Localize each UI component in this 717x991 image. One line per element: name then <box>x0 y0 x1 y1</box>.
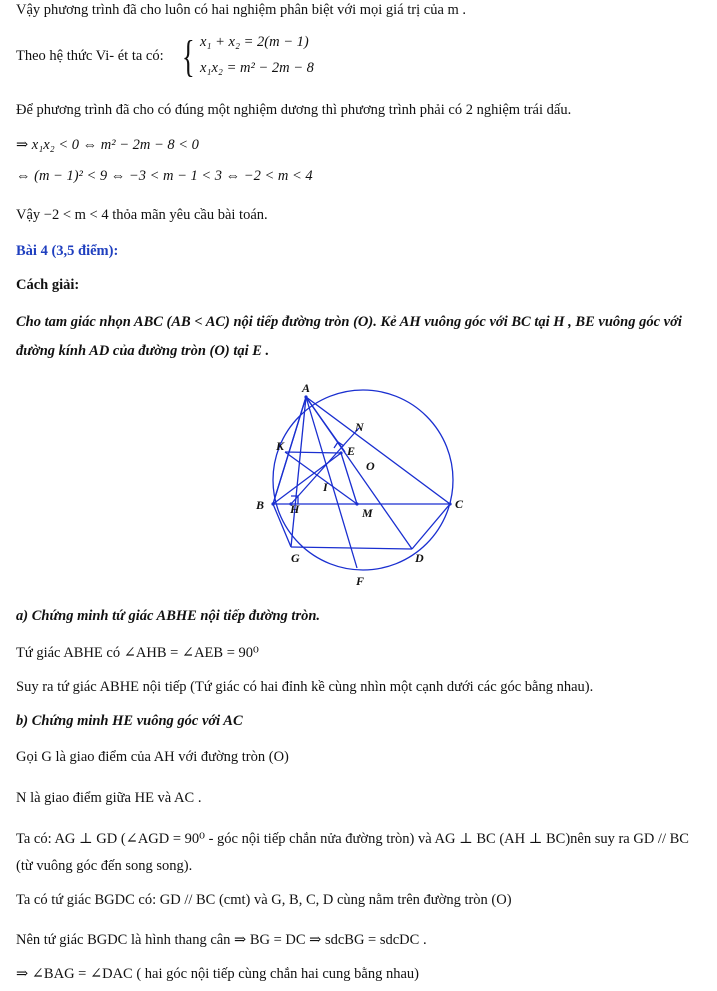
math-line-product-negative: ⇒ x₁x₂ < 0 ⇔ m² − 2m − 8 < 0 <box>16 137 199 153</box>
segment-ae <box>306 397 345 452</box>
segment-em <box>341 453 357 504</box>
heading-cach-giai: Cách giải: <box>16 277 80 293</box>
part-a-heading: a) Chứng minh tứ giác ABHE nội tiếp đường tròn. <box>16 608 321 624</box>
label-n: N <box>355 420 364 434</box>
geometry-figure <box>240 375 470 590</box>
vieta-row-sum: x₁ + x₂ = 2(m − 1) <box>200 34 309 50</box>
label-h: H <box>290 502 300 516</box>
part-a-line1: Tứ giác ABHE có ∠AHB = ∠AEB = 90⁰ <box>16 645 259 661</box>
label-e: E <box>347 444 356 458</box>
part-b-line2: N là giao điểm giữa HE và AC . <box>16 790 202 806</box>
part-b-line6: ⇒ ∠BAG = ∠DAC ( hai góc nội tiếp cùng chắn hai cung bằng nhau) <box>16 966 420 982</box>
segment-cd <box>412 504 450 549</box>
part-b-heading: b) Chứng minh HE vuông góc với AC <box>16 713 243 729</box>
vieta-row-product: x₁x₂ = m² − 2m − 8 <box>200 60 314 76</box>
label-g: G <box>291 551 300 565</box>
label-i: I <box>323 480 328 494</box>
label-o: O <box>366 459 375 473</box>
label-b: B <box>256 498 265 512</box>
segment-af <box>306 397 357 568</box>
problem-statement: Cho tam giác nhọn ABC (AB < AC) nội tiếp đường tròn (O). Kẻ AH vuông góc với BC tại H , BE vuông góc với đường kính AD của đường tròn (O) tại E . <box>16 314 682 359</box>
section-heading-bai4: Bài 4 (3,5 điểm): <box>16 243 119 259</box>
text-line-conclusion-distinct-roots: Vậy phương trình đã cho luôn có hai nghiệm phân biệt với mọi giá trị của m . <box>16 2 467 18</box>
brace-symbol: { <box>182 32 195 81</box>
label-k: K <box>276 439 285 453</box>
vieta-label: Theo hệ thức Vi- ét ta có: <box>16 48 164 64</box>
label-m: M <box>362 506 373 520</box>
part-b-line5: Nên tứ giác BGDC là hình thang cân ⇒ BG = DC ⇒ sdcBG = sdcDC . <box>16 932 427 948</box>
math-line-inequality-chain: ⇔ (m − 1)² < 9 ⇔ −3 < m − 1 < 3 ⇔ −2 < m < 4 <box>16 168 313 184</box>
label-f: F <box>356 574 365 588</box>
segment-bg <box>273 504 291 547</box>
label-a: A <box>302 381 311 395</box>
part-a-line2: Suy ra tứ giác ABHE nội tiếp (Tứ giác có hai đỉnh kề cùng nhìn một cạnh dưới các góc bằng nhau). <box>16 679 594 695</box>
part-b-line1: Gọi G là giao điểm của AH với đường tròn (O) <box>16 749 289 765</box>
text-line-condition: Để phương trình đã cho có đúng một nghiệm dương thì phương trình phải có 2 nghiệm trái dấu. <box>16 102 572 118</box>
text-line-answer: Vậy −2 < m < 4 thỏa mãn yêu cầu bài toán. <box>16 207 268 223</box>
label-c: C <box>455 497 464 511</box>
segment-ke <box>285 452 341 453</box>
label-d: D <box>415 551 424 565</box>
part-b-line4: Ta có tứ giác BGDC có: GD // BC (cmt) và G, B, C, D cùng nằm trên đường tròn (O) <box>16 892 512 908</box>
part-b-line3: Ta có: AG ⊥ GD (∠AGD = 90⁰ - góc nội tiếp chắn nửa đường tròn) và AG ⊥ BC (AH ⊥ BC)nên suy ra GD // BC (từ vuông góc đến song song). <box>16 831 689 874</box>
